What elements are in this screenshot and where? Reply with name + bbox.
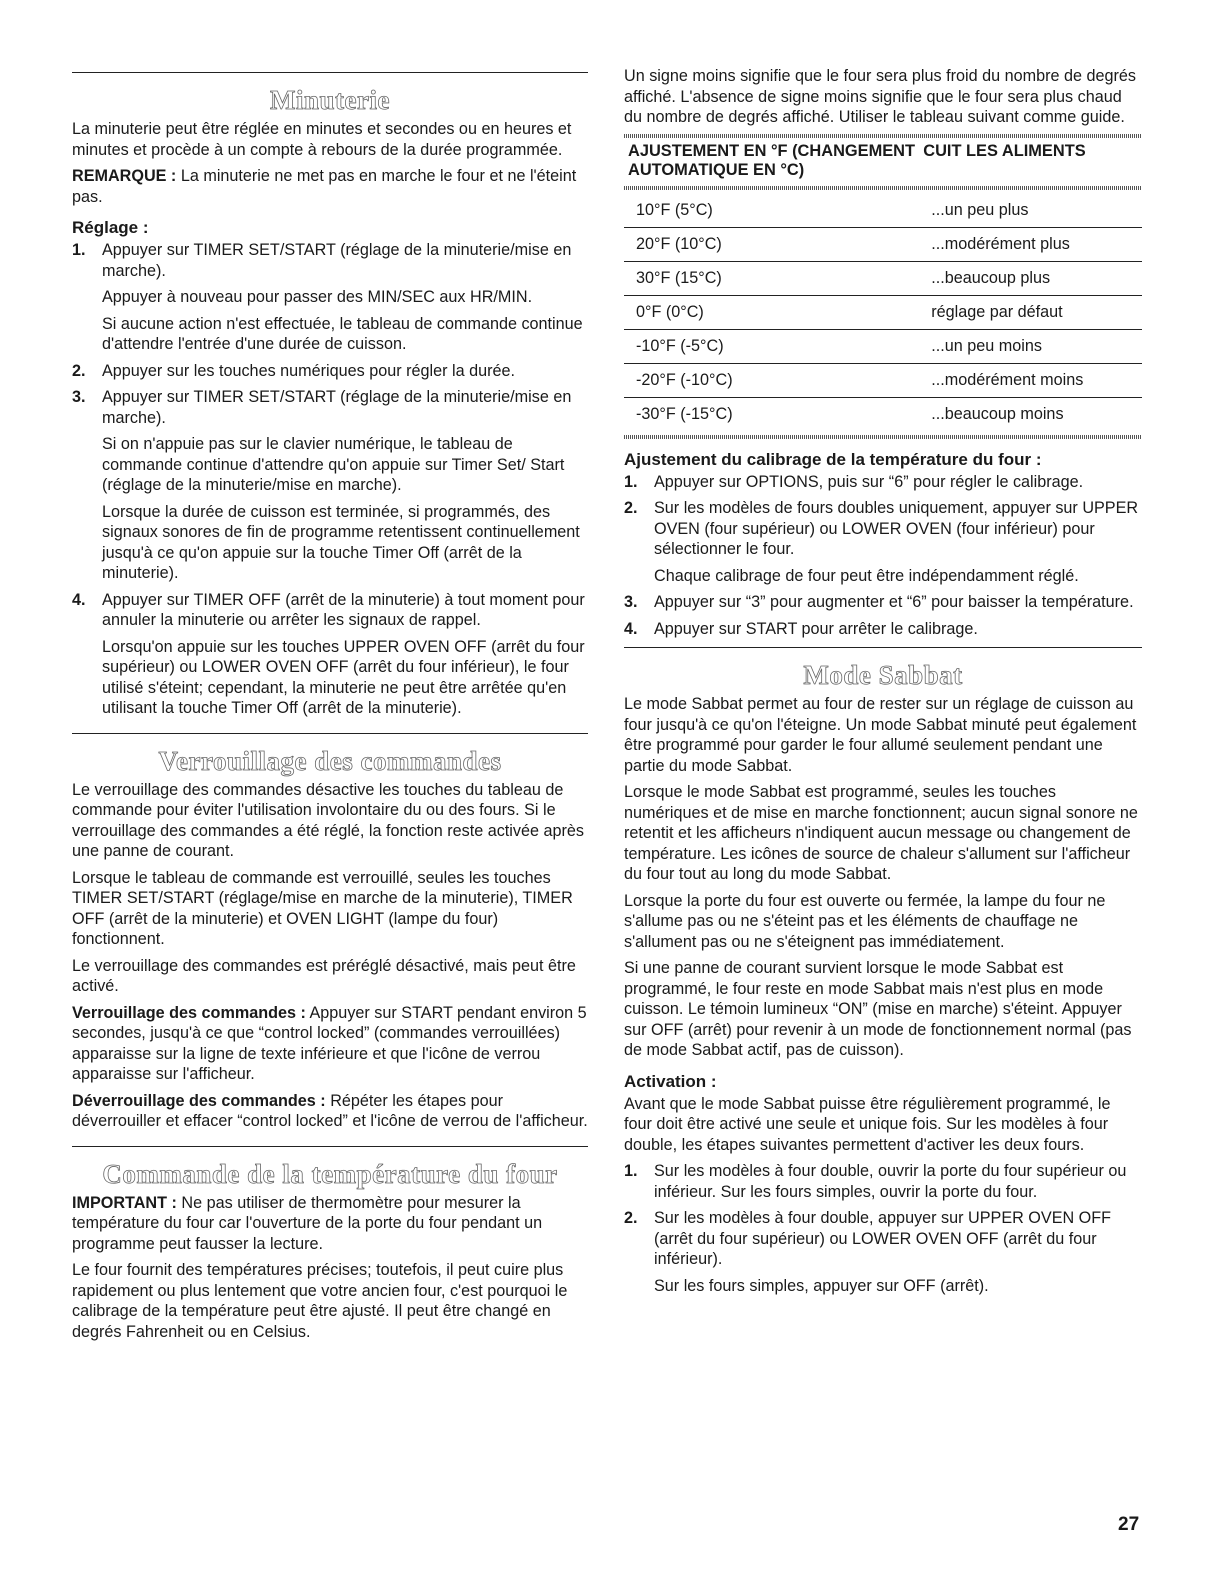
- lock-text: Appuyer sur START pendant environ 5 secondes, jusqu'à ce que “control locked” (commandes verrouillées) apparaisse sur la ligne de texte inférieure et que l'icône de verrou apparaisse sur l'afficheur.: [72, 1003, 587, 1083]
- unlock-label: Déverrouillage des commandes :: [72, 1091, 326, 1110]
- step-number: 3.: [72, 388, 86, 406]
- step-text: Appuyer sur “3” pour augmenter et “6” pour baisser la température.: [654, 593, 1134, 611]
- list-item: [624, 1161, 1142, 1202]
- table-header-rule: [624, 186, 1142, 190]
- adjustment-cell: 10°F (5°C): [624, 194, 919, 228]
- step-note: Si aucune action n'est effectuée, le tableau de commande continue d'attendre l'entrée d'une durée de cuisson.: [102, 314, 583, 353]
- step-number: 4.: [72, 590, 86, 609]
- step-note: Lorsque la durée de cuisson est terminée, si programmés, des signaux sonores de fin de programme retentissent continuellement jusqu'à ce qu'on appuie sur la touche Timer Off (arrêt de la minuterie).: [102, 502, 580, 582]
- list-item: [624, 1208, 1142, 1296]
- table-row: [624, 363, 1142, 397]
- list-item: [72, 590, 588, 719]
- step-text: Appuyer sur TIMER OFF (arrêt de la minuterie) à tout moment pour annuler la minuterie ou arrêter les signaux de rappel.: [102, 590, 585, 629]
- paragraph: Lorsque le tableau de commande est verrouillé, seules les touches TIMER SET/START (réglage/mise en marche de la minuterie), TIMER OFF (arrêt de la minuterie) et OVEN LIGHT (lampe du four) fonctionnent.: [72, 868, 573, 948]
- verrouillage-section: [72, 733, 588, 1132]
- list-item: [72, 387, 588, 584]
- step-number: 1.: [624, 472, 638, 491]
- adjustment-cell: 30°F (15°C): [624, 261, 919, 295]
- adjustment-cell: -30°F (-15°C): [636, 404, 733, 423]
- step-number: 1.: [72, 241, 86, 259]
- section-divider: [72, 733, 588, 734]
- paragraph: Le verrouillage des commandes est préréglé désactivé, mais peut être activé.: [72, 956, 576, 995]
- table-row: [624, 261, 1142, 295]
- adjustment-cell: 0°F (0°C): [624, 295, 919, 329]
- paragraph: La minuterie peut être réglée en minutes et secondes ou en heures et minutes et procède à un compte à rebours de la durée programmée.: [72, 120, 572, 159]
- table-top-rule: [624, 134, 1142, 138]
- step-text: Appuyer sur OPTIONS, puis sur “6” pour régler le calibrage.: [654, 472, 1084, 491]
- step-note: Appuyer à nouveau pour passer des MIN/SEC aux HR/MIN.: [102, 288, 533, 306]
- temperature-section: [72, 1146, 588, 1343]
- step-text: Sur les modèles de fours doubles uniquement, appuyer sur UPPER OVEN (four supérieur) ou LOWER OVEN (four inférieur) pour sélectionner le four.: [654, 499, 1139, 558]
- reglage-steps: [72, 240, 588, 719]
- result-cell: réglage par défaut: [919, 295, 1142, 329]
- table-bottom-rule: [624, 435, 1142, 439]
- paragraph: Si une panne de courant survient lorsque le mode Sabbat est programmé, le four reste en mode Sabbat mais n'est plus en mode cuisson. Le témoin lumineux “ON” (mise en marche) s'éteint. Appuyer sur OFF (arrêt) pour revenir à un mode de fonctionnement normal (pas de mode Sabbat actif, pas de cuisson).: [624, 959, 1132, 1059]
- result-cell: ...modérément plus: [919, 227, 1142, 261]
- right-column: [624, 66, 1142, 1302]
- step-text: Appuyer sur TIMER SET/START (réglage de la minuterie/mise en marche).: [102, 388, 572, 427]
- activation-steps: [624, 1161, 1142, 1296]
- paragraph: Avant que le mode Sabbat puisse être régulièrement programmé, le four doit être activé une seule et unique fois. Sur les modèles à four double, les étapes suivantes permettent d'activer les deux fours.: [624, 1094, 1111, 1154]
- step-number: 2.: [624, 499, 638, 517]
- step-note: Sur les fours simples, appuyer sur OFF (arrêt).: [654, 1276, 989, 1295]
- paragraph: Un signe moins signifie que le four sera plus froid du nombre de degrés affiché. L'absence de signe moins signifie que le four sera plus chaud du nombre de degrés affiché. Utiliser le tableau suivant comme guide.: [624, 67, 1136, 126]
- section-divider: [72, 1146, 588, 1147]
- section-title-temperature: Commande de la température du four: [102, 1158, 558, 1189]
- list-item: [624, 592, 1142, 613]
- step-text: Appuyer sur les touches numériques pour régler la durée.: [102, 361, 516, 380]
- step-note: Lorsqu'on appuie sur les touches UPPER OVEN OFF (arrêt du four supérieur) ou LOWER OVEN OFF (arrêt du four inférieur), le four utilisé s'éteint; cependant, la minuterie ne peut être arrêtée qu'en utilisant la touche Timer Off (arrêt de la minuterie).: [102, 637, 585, 717]
- page-number: 27: [1118, 1514, 1140, 1535]
- list-item: [624, 472, 1142, 493]
- important-label: IMPORTANT :: [72, 1193, 177, 1212]
- list-item: [624, 619, 1142, 640]
- paragraph: Le four fournit des températures précises; toutefois, il peut cuire plus rapidement ou plus lentement que votre ancien four, c'est pourquoi le calibrage de la température peut être ajusté. Il peut être changé en degrés Fahrenheit ou en Celsius.: [72, 1261, 568, 1341]
- step-number: 2.: [72, 361, 86, 380]
- section-title-verrouillage: Verrouillage des commandes: [158, 745, 502, 776]
- step-number: 3.: [624, 593, 638, 611]
- step-text: Sur les modèles à four double, appuyer sur UPPER OVEN OFF (arrêt du four supérieur) ou LOWER OVEN OFF (arrêt du four inférieur).: [654, 1209, 1112, 1268]
- remarque-note: [72, 166, 588, 207]
- paragraph: Lorsque la porte du four est ouverte ou fermée, la lampe du four ne s'allume pas ou ne s'éteint pas et les éléments de chauffage ne s'allument pas ou ne s'éteignent pas immédiatement.: [624, 891, 1106, 951]
- calibrage-steps: [624, 472, 1142, 640]
- important-text: Ne pas utiliser de thermomètre pour mesurer la température du four car l'ouverture de la porte du four pendant un programme peut fausser la lecture.: [72, 1193, 543, 1253]
- step-number: 2.: [624, 1209, 638, 1227]
- step-text: Appuyer sur TIMER SET/START (réglage de la minuterie/mise en marche).: [102, 241, 572, 280]
- step-text: Appuyer sur START pour arrêter le calibrage.: [654, 619, 978, 638]
- table-header-adjustment: AJUSTEMENT EN °F (CHANGEMENT AUTOMATIQUE EN °C): [628, 141, 916, 179]
- remarque-label: REMARQUE :: [72, 167, 177, 185]
- sabbat-section: [624, 647, 1142, 1296]
- lock-instructions: [72, 1003, 588, 1085]
- step-note: Si on n'appuie pas sur le clavier numérique, le tableau de commande continue d'attendre qu'on appuie sur Timer Set/ Start (réglage de la minuterie/mise en marche).: [102, 435, 565, 494]
- table-header-row: [624, 142, 1142, 182]
- table-row: [624, 194, 1142, 228]
- adjustment-cell: -10°F (-5°C): [624, 329, 919, 363]
- lock-label: Verrouillage des commandes :: [72, 1003, 306, 1022]
- paragraph: Le mode Sabbat permet au four de rester sur un réglage de cuisson au four jusqu'à ce qu'on l'éteigne. Un mode Sabbat minuté peut également être programmé pour garder le four allumé seulement pendant une partie du mode Sabbat.: [624, 695, 1137, 775]
- result-cell: ...beaucoup moins: [931, 404, 1064, 423]
- step-number: 1.: [624, 1162, 638, 1180]
- result-cell: ...beaucoup plus: [919, 261, 1142, 295]
- adjustment-cell: 20°F (10°C): [624, 227, 919, 261]
- step-note: Chaque calibrage de four peut être indépendamment réglé.: [654, 566, 1079, 585]
- table-row: [624, 227, 1142, 261]
- section-title-sabbat: Mode Sabbat: [803, 660, 963, 690]
- result-cell: ...un peu plus: [919, 194, 1142, 228]
- unlock-text: Répéter les étapes pour déverrouiller et effacer “control locked” et l'icône de verrou de l'afficheur.: [72, 1091, 588, 1130]
- unlock-instructions: [72, 1091, 588, 1132]
- reglage-heading: Réglage :: [72, 218, 149, 237]
- minuterie-section: [72, 72, 588, 719]
- table-header-result: CUIT LES ALIMENTS: [923, 141, 1086, 160]
- important-note: [72, 1193, 588, 1255]
- adjustment-cell: -20°F (-10°C): [624, 363, 919, 397]
- section-divider: [624, 647, 1142, 648]
- result-cell: ...modérément moins: [919, 363, 1142, 397]
- list-item: [72, 361, 588, 382]
- paragraph: Le verrouillage des commandes désactive les touches du tableau de commande pour éviter l'utilisation involontaire du ou des fours. Si le verrouillage des commandes a été réglé, la fonction reste activée après une panne de courant.: [72, 780, 584, 860]
- result-cell: ...un peu moins: [919, 329, 1142, 363]
- remarque-text: La minuterie ne met pas en marche le four et ne l'éteint pas.: [72, 167, 577, 206]
- list-item: [72, 240, 588, 355]
- paragraph: Lorsque le mode Sabbat est programmé, seules les touches numériques et de mise en marche fonctionnent; aucun signal sonore ne retentit et les afficheurs n'indiquent aucun message ou changement de température. Les icônes de source de chaleur s'allument sur l'afficheur du four tout au long du mode Sabbat.: [624, 783, 1138, 883]
- calibration-table: [624, 142, 1142, 431]
- section-divider: [72, 72, 588, 73]
- list-item: [624, 498, 1142, 586]
- table-body: [624, 194, 1142, 431]
- activation-heading: Activation :: [624, 1071, 717, 1091]
- table-row: [624, 295, 1142, 329]
- table-row: [624, 329, 1142, 363]
- step-text: Sur les modèles à four double, ouvrir la porte du four supérieur ou inférieur. Sur les fours simples, ouvrir la porte du four.: [654, 1162, 1127, 1201]
- step-number: 4.: [624, 619, 638, 638]
- left-column: [72, 66, 588, 1348]
- calibrage-heading: Ajustement du calibrage de la température du four :: [624, 449, 1042, 469]
- section-title-minuterie: Minuterie: [270, 85, 390, 115]
- table-row: [624, 397, 1142, 431]
